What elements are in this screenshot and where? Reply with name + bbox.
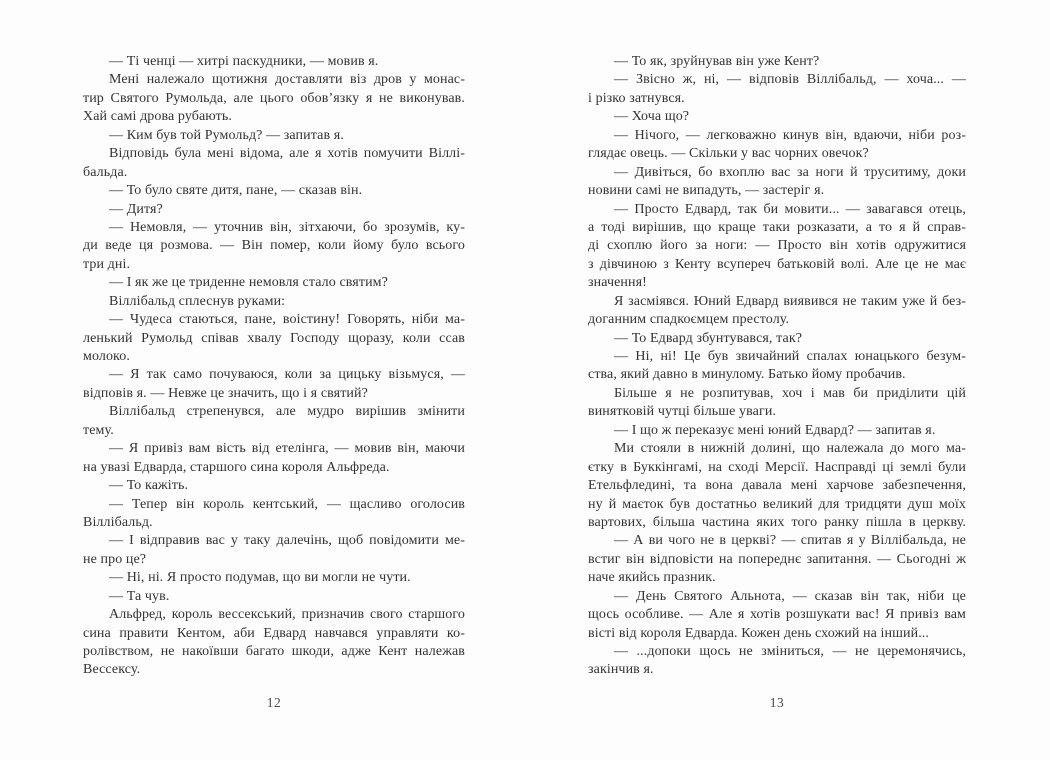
text-line: ді схоплю його за ноги: — Просто він хотів одружитися <box>588 238 966 254</box>
text-line: три дні. <box>83 256 131 272</box>
text-line: вартових, більша частина яких того ранку пішла в церкву. <box>588 514 966 530</box>
text-line: — То Едвард збунтувався, так? <box>614 330 803 346</box>
text-line: — Ті ченці — хитрі паскудники, — мовив я. <box>109 54 379 69</box>
text-line: Альфред, король вессекський, призначив свого старшого <box>109 607 465 623</box>
text-line: закінчив я. <box>588 662 654 678</box>
text-line: — І що ж переказує мені юний Едвард? — запитав я. <box>614 422 936 438</box>
text-line: глядає овець. — Скільки у вас чорних овечок? <box>588 146 869 162</box>
text-line: Вессексу. <box>83 662 141 678</box>
text-line: — Я привіз вам вість від етелінга, — мовив він, маючи <box>109 441 465 457</box>
text-line: тему. <box>83 422 114 438</box>
text-line: молоко. <box>83 349 130 364</box>
text-line: доганним спадкоємцем престолу. <box>588 312 790 328</box>
text-line: на увазі Едварда, старшого сина короля Альфреда. <box>83 459 390 475</box>
text-line: новини самі не випадуть, — застеріг я. <box>588 183 825 199</box>
page-right-text <box>588 53 966 680</box>
text-line: — Ким був той Румольд? — запитав я. <box>109 127 344 143</box>
text-line: Віллібальд сплеснув руками: <box>109 293 286 309</box>
text-line: — Тепер він король кентський, — щасливо оголосив <box>109 496 465 512</box>
text-line: — Ні, ні. Я просто подумав, що ви могли не чути. <box>109 570 411 586</box>
text-line: єтку в Буккінгамі, на сході Мерсії. Насправді ці землі були <box>588 459 966 475</box>
text-line: відповів я. — Невже це значить, що і я святий? <box>83 385 368 401</box>
text-line: не про це? <box>83 551 147 567</box>
text-line: Більше я не розпитував, хоч і мав би приділити цій <box>614 385 966 401</box>
page-right-number: 13 <box>769 695 785 710</box>
text-line: сина правити Кентом, аби Едвард навчався управляти ко- <box>83 625 465 641</box>
text-line: винятковій чутці більше уваги. <box>588 404 777 420</box>
text-line: з дівчиною з Кенту всупереч батьковій волі. Але це не має <box>588 256 966 272</box>
text-line: — Дитя? <box>109 201 163 217</box>
text-line: — Чудеса стаються, пане, воістину! Говорять, ніби ма- <box>109 312 465 328</box>
text-line: вісті від короля Едварда. Кожен день схожий на інший... <box>588 625 930 641</box>
text-line: — Дивіться, бо вхоплю вас за ноги й труситиму, доки <box>614 164 966 180</box>
text-line: Я засміявся. Юний Едвард виявився не таким уже й без- <box>614 293 966 309</box>
text-line: Ми стояли в нижній долині, що належала до мого ма- <box>614 441 966 457</box>
text-line: встиг він відповісти на попереднє запитання. — Сьогодні ж <box>588 551 966 567</box>
text-line: наче якийсь празник. <box>588 570 716 586</box>
text-line: щось особливе. — Але я хотів розшукати вас! Я привіз вам <box>588 607 966 623</box>
text-line: бальда. <box>83 164 128 180</box>
text-line: — То як, зруйнував він уже Кент? <box>614 54 820 69</box>
text-line: Етельфледині, та вона давала мені харчове забезпечення, <box>588 478 966 494</box>
text-line: Відповідь була мені відома, але я хотів помучити Віллі- <box>109 146 465 162</box>
text-line: Хай самі дрова рубають. <box>83 109 232 125</box>
text-line: Віллібальд. <box>83 514 153 530</box>
text-line: — Я так само почуваюся, коли за цицьку візьмуся, — <box>109 367 465 383</box>
text-line: ства, який давно в минулому. Батько йому пробачив. <box>588 367 906 383</box>
text-line: Мені належало щотижня доставляти віз дров у монас- <box>109 72 465 88</box>
text-line: тир Святого Румольда, але цього обов’язку я не виконував. <box>83 90 465 106</box>
page-left <box>83 53 465 733</box>
text-line: ленький Румольд співав хвалу Господу щоразу, коли ссав <box>83 330 465 346</box>
text-line: — І як же це триденне немовля стало святим? <box>109 275 388 291</box>
text-line: і різко затнувся. <box>588 90 685 106</box>
page-left-number: 12 <box>266 695 282 710</box>
text-line: — То було святе дитя, пане, — сказав він. <box>109 183 363 199</box>
text-line: — І відправив вас у таку далечінь, щоб повідомити ме- <box>109 533 465 549</box>
text-line: ди веде ця розмова. — Він помер, коли йому було всього <box>83 238 465 254</box>
text-line: ролівством, не накоївши багато шкоди, адже Кент належав <box>83 644 465 659</box>
text-line: — ...допоки щось не зміниться, — не церемонячись, <box>614 644 966 659</box>
text-line: — Ні, ні! Це був звичайний спалах юнацького безум- <box>614 349 966 364</box>
text-line: — Звісно ж, ні, — відповів Віллібальд, — хоча... — <box>614 72 966 88</box>
text-line: а тоді вирішив, що краще таки розказати, а то я й справ- <box>588 219 966 235</box>
text-line: значення! <box>588 275 647 291</box>
text-line: — Просто Едвард, так би мовити... — завагався отець, <box>614 201 966 217</box>
text-line: — Та чув. <box>109 588 170 604</box>
text-line: — То кажіть. <box>109 478 189 494</box>
text-line: — День Святого Альнота, — сказав він так, ніби це <box>614 588 966 604</box>
text-line: — Нічого, — легковажно кинув він, вдаючи, ніби роз- <box>614 127 966 143</box>
page-left-text <box>83 53 465 680</box>
text-line: — Немовля, — уточнив він, зітхаючи, бо зрозумів, ку- <box>109 219 465 235</box>
text-line: Віллібальд стрепенувся, але мудро вирішив змінити <box>109 404 465 420</box>
text-line: — Хоча що? <box>614 109 690 125</box>
text-line: ну й маєток був достатньо великий для тридцяти душ моїх <box>588 496 966 512</box>
text-line: — А ви чого не в церкві? — спитав я у Віллібальда, не <box>614 533 966 549</box>
page-right <box>588 53 966 733</box>
